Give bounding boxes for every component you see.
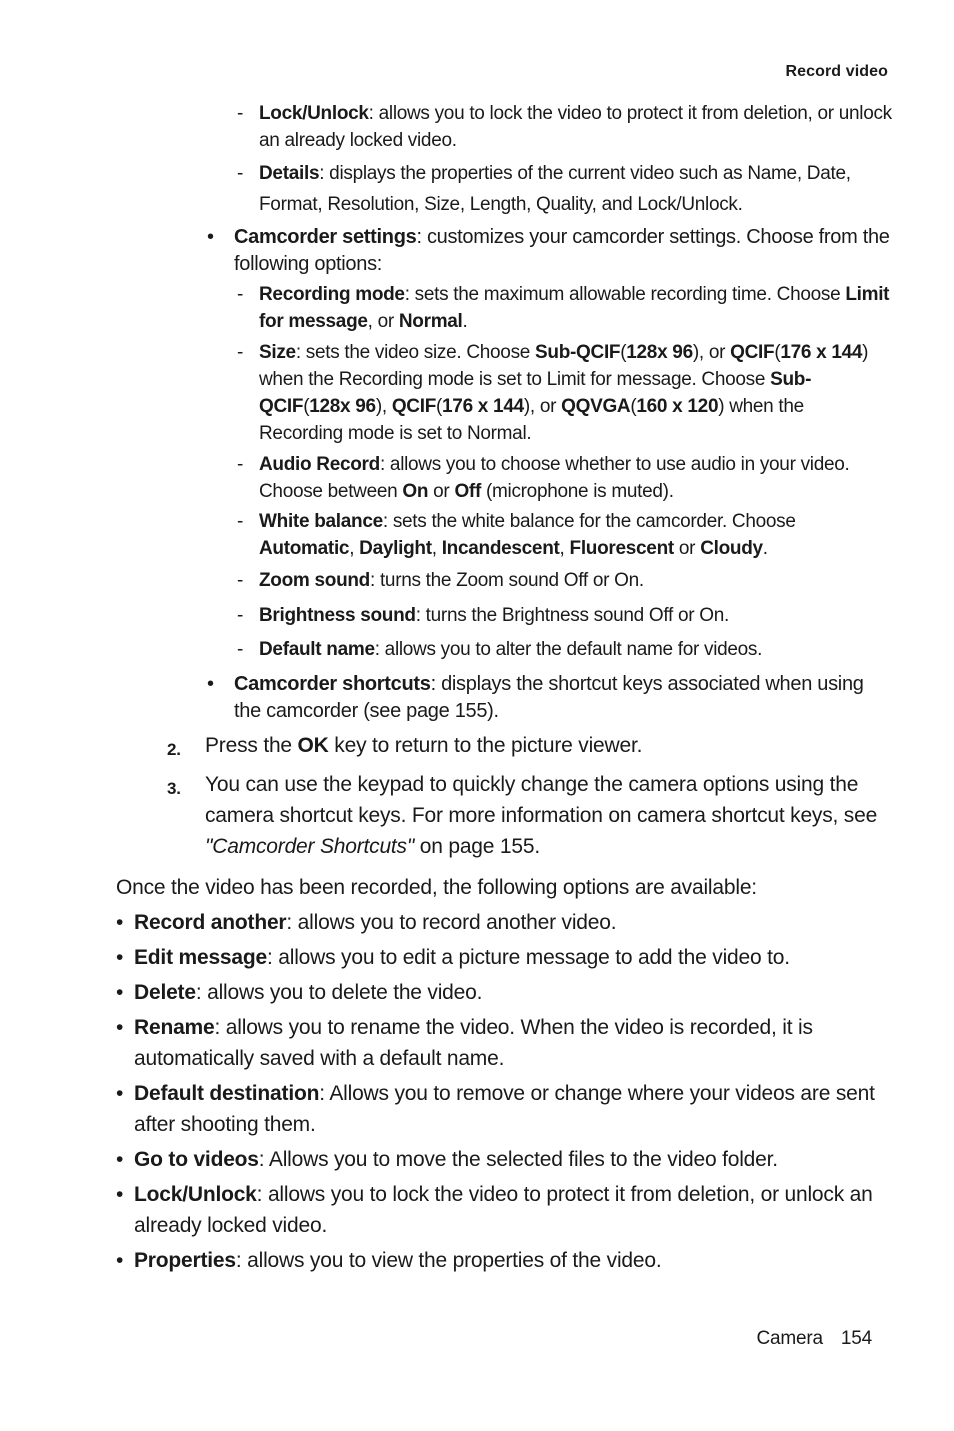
term: Audio Record — [259, 454, 380, 475]
desc: : Allows you to remove or change where your videos are sent after shooting them. — [134, 1082, 875, 1136]
bullet-marker: • — [116, 946, 124, 969]
text: You can use the keypad to quickly change the camera options using the camera shortcut keys. For more information on camera shortcut keys, see — [205, 773, 878, 827]
desc: : customizes your camcorder settings. Choose from the following options: — [234, 226, 890, 275]
text: Press the — [205, 734, 298, 757]
bullet-camcorder-settings — [207, 224, 892, 278]
text: ( — [620, 342, 627, 363]
desc: : displays the shortcut keys associated when using the camcorder (see page 155). — [234, 673, 864, 722]
option: Sub-QCIF — [535, 342, 621, 363]
option: Normal — [398, 311, 463, 332]
text: ), or — [523, 396, 562, 417]
step-3 — [167, 769, 892, 862]
bullet-marker: • — [116, 1016, 124, 1039]
running-header: Record video — [785, 63, 888, 80]
text: . — [762, 538, 768, 559]
text: , — [559, 538, 570, 559]
text: (microphone is muted). — [481, 481, 674, 502]
dash-marker: - — [237, 103, 244, 124]
desc: : allows you to record another video. — [286, 911, 617, 934]
dash-item-default-name — [237, 636, 892, 663]
option: Limit for message — [259, 284, 890, 332]
dash-marker: - — [237, 342, 244, 363]
desc: : turns the Brightness sound Off or On. — [415, 605, 729, 626]
desc: : allows you to lock the video to protect it from deletion, or unlock an already locked video. — [259, 103, 892, 151]
key-name: OK — [297, 734, 329, 757]
text: : sets the white balance for the camcorder. Choose — [382, 511, 796, 532]
bullet-marker: • — [207, 673, 214, 695]
option-item — [116, 907, 896, 938]
text: ( — [630, 396, 637, 417]
option: QQVGA — [561, 396, 631, 417]
term: White balance — [259, 511, 383, 532]
text: ( — [303, 396, 310, 417]
bullet-marker: • — [207, 226, 214, 248]
text: , — [349, 538, 360, 559]
text: : sets the video size. Choose — [295, 342, 536, 363]
dash-item-audio-record — [237, 451, 892, 505]
text: ), — [375, 396, 392, 417]
dash-marker: - — [237, 163, 244, 184]
term: Brightness sound — [259, 605, 416, 626]
option-item — [116, 942, 896, 973]
step-number: 2. — [167, 740, 181, 759]
bullet-marker: • — [116, 1082, 124, 1105]
option-item — [116, 1245, 896, 1276]
text: ), or — [692, 342, 731, 363]
term: Default name — [259, 639, 375, 660]
dash-marker: - — [237, 511, 244, 532]
term: Zoom sound — [259, 570, 370, 591]
options-intro: Once the video has been recorded, the following options are available: — [116, 876, 757, 899]
bullet-marker: • — [116, 981, 124, 1004]
option-item — [116, 977, 896, 1008]
option: 176 x 144 — [780, 342, 863, 363]
dash-item-brightness-sound — [237, 602, 892, 629]
desc: : displays the properties of the current video such as Name, Date, Format, Resolution, Size, Length, Quality, and Lock/Unlock. — [259, 163, 851, 215]
term: Properties — [134, 1249, 236, 1272]
page-number: 154 — [840, 1328, 872, 1349]
option: 176 x 144 — [442, 396, 524, 417]
term: Edit message — [134, 946, 267, 969]
text: ) when the Recording mode is set to Normal. — [259, 396, 804, 444]
dash-marker: - — [237, 639, 244, 660]
desc: : allows you to alter the default name for videos. — [374, 639, 763, 660]
option: 128x 96 — [626, 342, 693, 363]
desc: : Allows you to move the selected files to the video folder. — [258, 1148, 778, 1171]
desc: : allows you to rename the video. When the video is recorded, it is automatically saved with a default name. — [134, 1016, 813, 1070]
option: Off — [454, 481, 481, 502]
desc: : allows you to lock the video to protect it from deletion, or unlock an already locked video. — [134, 1183, 873, 1237]
text: , — [431, 538, 442, 559]
text: or — [673, 538, 701, 559]
dash-item-zoom-sound — [237, 567, 892, 594]
text: , or — [367, 311, 399, 332]
step-2 — [167, 730, 892, 761]
option: 128x 96 — [309, 396, 376, 417]
option-item — [116, 1144, 896, 1175]
bullet-camcorder-shortcuts — [207, 671, 892, 725]
option: QCIF — [730, 342, 775, 363]
dash-item-lock-unlock — [237, 100, 892, 154]
desc: : turns the Zoom sound Off or On. — [369, 570, 644, 591]
term: Lock/Unlock — [134, 1183, 257, 1206]
desc: : allows you to delete the video. — [195, 981, 483, 1004]
text: : allows you to choose whether to use audio in your video. Choose between — [259, 454, 850, 502]
term: Details — [259, 163, 320, 184]
desc: : allows you to view the properties of the video. — [235, 1249, 662, 1272]
dash-marker: - — [237, 605, 244, 626]
term: Go to videos — [134, 1148, 259, 1171]
dash-item-details — [237, 158, 892, 220]
text: . — [462, 311, 468, 332]
option-item — [116, 1179, 896, 1241]
option: Incandescent — [441, 538, 560, 559]
text: ( — [436, 396, 443, 417]
option: 160 x 120 — [636, 396, 719, 417]
page-footer — [757, 1328, 873, 1350]
footer-section: Camera — [756, 1328, 823, 1349]
term: Delete — [134, 981, 196, 1004]
option: Fluorescent — [569, 538, 674, 559]
term: Record another — [134, 911, 287, 934]
term: Size — [259, 342, 296, 363]
step-number: 3. — [167, 779, 181, 798]
bullet-marker: • — [116, 1249, 124, 1272]
text: key to return to the picture viewer. — [328, 734, 643, 757]
term: Lock/Unlock — [259, 103, 369, 124]
option: Sub-QCIF — [259, 369, 812, 417]
dash-item-white-balance — [237, 508, 892, 562]
text: or — [428, 481, 455, 502]
dash-marker: - — [237, 570, 244, 591]
text: on page 155. — [414, 835, 540, 858]
dash-item-size — [237, 339, 892, 447]
term: Rename — [134, 1016, 215, 1039]
option: QCIF — [391, 396, 436, 417]
bullet-marker: • — [116, 1148, 124, 1171]
term: Default destination — [134, 1082, 320, 1105]
text: ) when the Recording mode is set to Limit for message. Choose — [259, 342, 869, 390]
option-item — [116, 1012, 896, 1074]
dash-item-recording-mode — [237, 281, 892, 335]
option: Daylight — [359, 538, 432, 559]
term: Camcorder settings — [234, 226, 417, 248]
term: Camcorder shortcuts — [234, 673, 431, 695]
option-item — [116, 1078, 896, 1140]
bullet-marker: • — [116, 911, 124, 934]
option: Cloudy — [700, 538, 763, 559]
option: Automatic — [259, 538, 350, 559]
desc: : allows you to edit a picture message to add the video to. — [267, 946, 790, 969]
cross-reference-link[interactable]: "Camcorder Shortcuts" — [205, 835, 415, 858]
term: Recording mode — [259, 284, 405, 305]
text: ( — [774, 342, 781, 363]
option: On — [402, 481, 429, 502]
text: : sets the maximum allowable recording time. Choose — [404, 284, 846, 305]
bullet-marker: • — [116, 1183, 124, 1206]
dash-marker: - — [237, 454, 244, 475]
dash-marker: - — [237, 284, 244, 305]
